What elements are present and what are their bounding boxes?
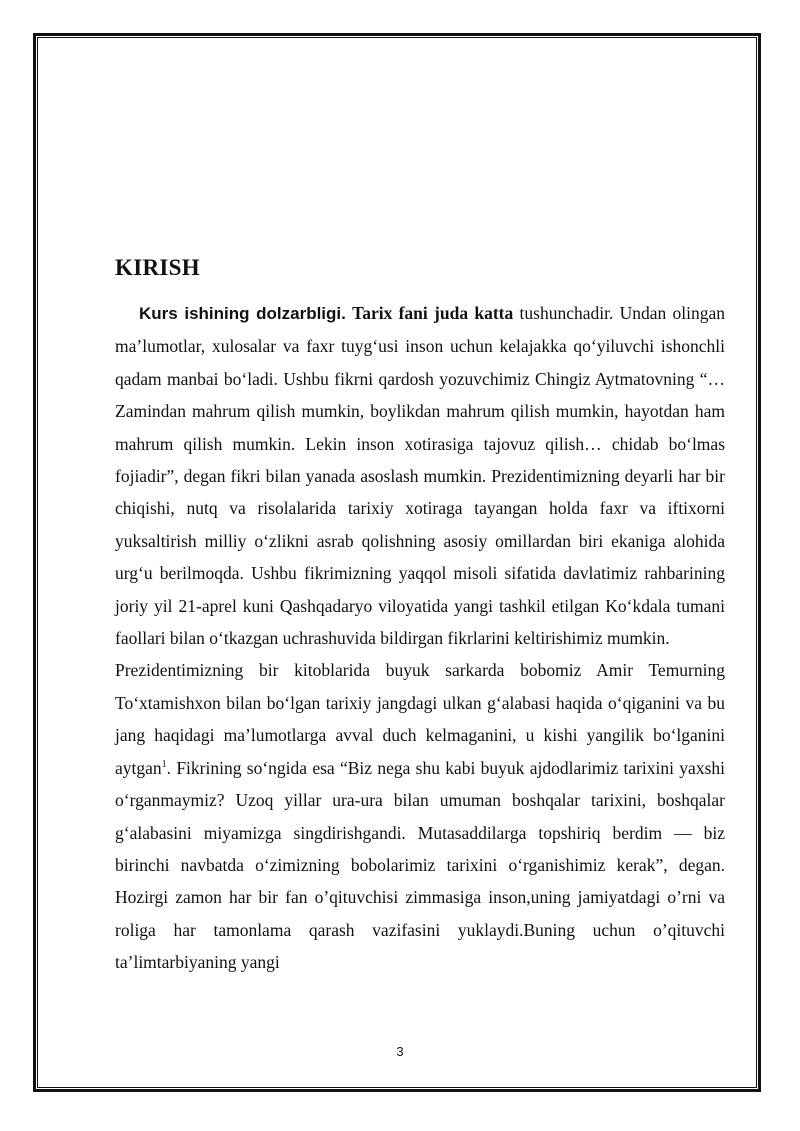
paragraph-president xyxy=(115,654,725,978)
lead-phrase-serif: Tarix fani juda katta xyxy=(352,303,514,323)
paragraph-text: tushunchadir. Undan olingan ma’lumotlar, xulosalar va faxr tuyg‘usi inson uchun kelajakka qo‘yiluvchi ishonchli qadam manbai bo‘ladi. Ushbu fikrni qardosh yozuvchimiz Chingiz Aytmatovning “…Zamindan mahrum qilish mumkin, boylikdan mahrum qilish mumkin, hayotdan ham mahrum qilish mumkin. Lekin inson xotirasiga tajovuz qilish… chidab bo‘lmas fojiadir”, degan fikri bilan yanada asoslash mumkin. Prezidentimizning deyarli har bir chiqishi, nutq va risolalarida tarixiy xotiraga tayangan holda faxr va iftixorni yuksaltirish milliy o‘zlikni asrab qolishning asosiy omillardan biri ekaniga alohida urg‘u berilmoqda. Ushbu fikrimizning yaqqol misoli sifatida davlatimiz rahbarining joriy yil 21-aprel kuni Qashqadaryo viloyatida yangi tashkil etilgan Ko‘kdala tumani faollari bilan o‘tkazgan uchrashuvida bildirgan fikrlarini keltirishimiz mumkin. xyxy=(115,303,726,649)
paragraph-text-continued: . Fikrining so‘ngida esa “Biz nega shu kabi buyuk ajdodlarimiz tarixini yaxshi o‘rganmaymiz? Uzoq yillar ura-ura bilan umuman boshqalar tarixini, boshqalar g‘alabasini miyamizga singdirishgandi. Mutasaddilarga topshiriq berdim — biz birinchi navbatda o‘zimizning bobolarimiz tarixini o‘rganishimiz kerak”, degan. Hozirgi zamon har bir fan o’qituvchisi zimmasiga inson,uning jamiyatdagi o’rni va roliga har tamonlama qarash vazifasini yuklaydi.Buning uchun o’qituvchi ta’limtarbiyaning yangi xyxy=(115,757,725,973)
paragraph-relevance xyxy=(115,297,725,654)
section-heading: KIRISH xyxy=(115,255,200,280)
document-body xyxy=(115,255,725,979)
paragraph-text: Prezidentimizning bir kitoblarida buyuk sarkarda bobomiz Amir Temurning To‘xtamishxon bilan bo‘lgan tarixiy jangdagi ulkan g‘alabasi haqida o‘qiganini va bu jang haqidagi ma’lumotlarga avval duch kelmaganini, u kishi yangilik bo‘lganini aytgan xyxy=(115,660,725,778)
footnote-mark: 1 xyxy=(161,758,167,770)
lead-phrase-sans: Kurs ishining dolzarbligi. xyxy=(139,304,346,323)
page-number: 3 xyxy=(396,1044,404,1059)
